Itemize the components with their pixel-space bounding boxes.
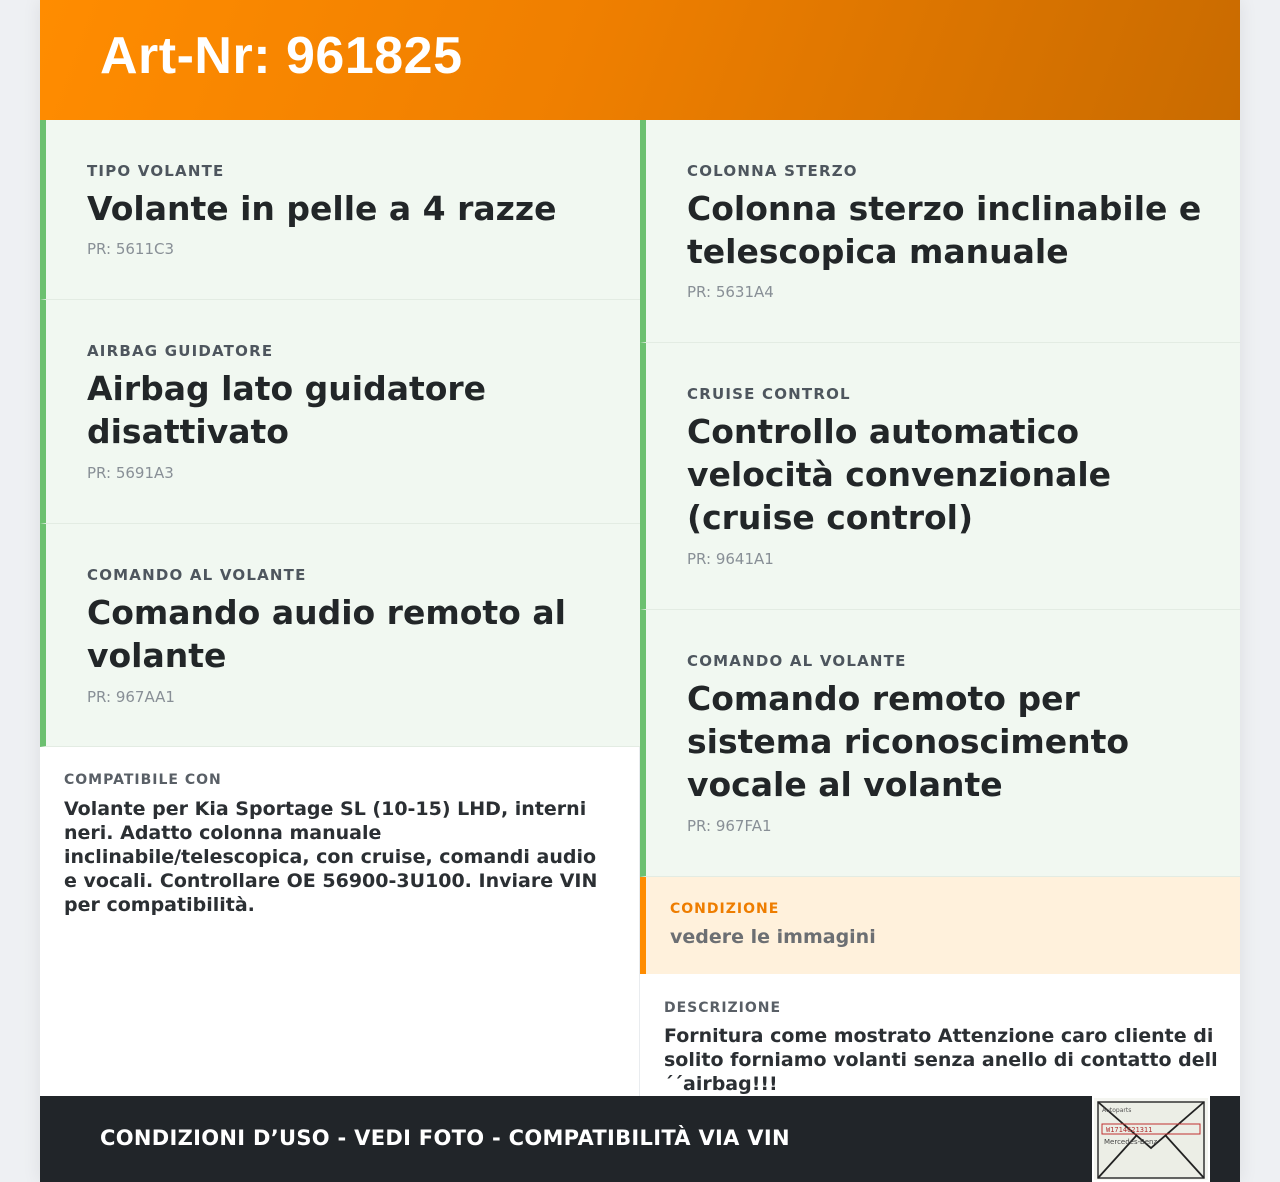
spec-title: Airbag lato guidatore disattivato xyxy=(87,369,487,451)
envelope-stamp-icon xyxy=(1092,1096,1210,1182)
description-label: DESCRIZIONE xyxy=(664,1000,782,1016)
spec-card-voice-control xyxy=(640,610,1240,877)
spec-title: Comando remoto per sistema riconoscimento vocale al volante xyxy=(687,679,1130,804)
spec-label: AIRBAG GUIDATORE xyxy=(87,342,274,360)
spec-title: Comando audio remoto al volante xyxy=(87,593,566,675)
spec-card-audio-control xyxy=(40,524,640,747)
compatibility-section xyxy=(40,747,640,1097)
spec-pr-code: PR: 967FA1 xyxy=(687,817,772,835)
spec-pr-code: PR: 5611C3 xyxy=(87,240,175,258)
stamp-line-1: Autoparts xyxy=(1102,1107,1132,1114)
spec-pr-code: PR: 9641A1 xyxy=(687,550,774,568)
condition-label: CONDIZIONE xyxy=(670,901,780,917)
spec-card-driver-airbag xyxy=(40,300,640,524)
spec-label: COMANDO AL VOLANTE xyxy=(87,566,307,584)
spec-label: COLONNA STERZO xyxy=(687,162,858,180)
compatibility-label: COMPATIBILE CON xyxy=(64,772,222,788)
condition-section xyxy=(640,877,1240,974)
spec-card-steering-wheel-type xyxy=(40,120,640,300)
description-section xyxy=(640,974,1240,1096)
spec-title: Colonna sterzo inclinabile e telescopica manuale xyxy=(687,189,1202,271)
spec-pr-code: PR: 967AA1 xyxy=(87,688,175,706)
spec-pr-code: PR: 5691A3 xyxy=(87,464,174,482)
condition-text: vedere le immagini xyxy=(670,926,876,948)
footer-conditions-text: CONDIZIONI D’USO - VEDI FOTO - COMPATIBILITÀ VIA VIN xyxy=(100,1126,790,1150)
compatibility-text: Volante per Kia Sportage SL (10-15) LHD, interni neri. Adatto colonna manuale inclinabile/telescopica, con cruise, comandi audio e vocali. Controllare OE 56900-3U100. Inviare VIN per compatibilità. xyxy=(64,798,598,916)
spec-label: COMANDO AL VOLANTE xyxy=(687,652,907,670)
spec-pr-code: PR: 5631A4 xyxy=(687,283,774,301)
spec-label: CRUISE CONTROL xyxy=(687,385,851,403)
description-text: Fornitura come mostrato Attenzione caro cliente di solito forniamo volanti senza anello di contatto dell´´airbag!!! xyxy=(664,1025,1218,1095)
spec-title: Controllo automatico velocità convenzionale (cruise control) xyxy=(687,412,1112,537)
spec-label: TIPO VOLANTE xyxy=(87,162,225,180)
article-number-title: Art-Nr: 961825 xyxy=(100,27,463,85)
spec-card-cruise-control xyxy=(640,343,1240,610)
stamp-line-2: W1714621311 xyxy=(1106,1126,1153,1134)
spec-title: Volante in pelle a 4 razze xyxy=(87,189,557,228)
product-sheet xyxy=(40,0,1240,1182)
spec-card-steering-column xyxy=(640,120,1240,343)
footer-bar xyxy=(40,1096,1240,1182)
stamp-line-3: Mercedes-Benz xyxy=(1104,1138,1158,1146)
header-banner xyxy=(40,0,1240,120)
